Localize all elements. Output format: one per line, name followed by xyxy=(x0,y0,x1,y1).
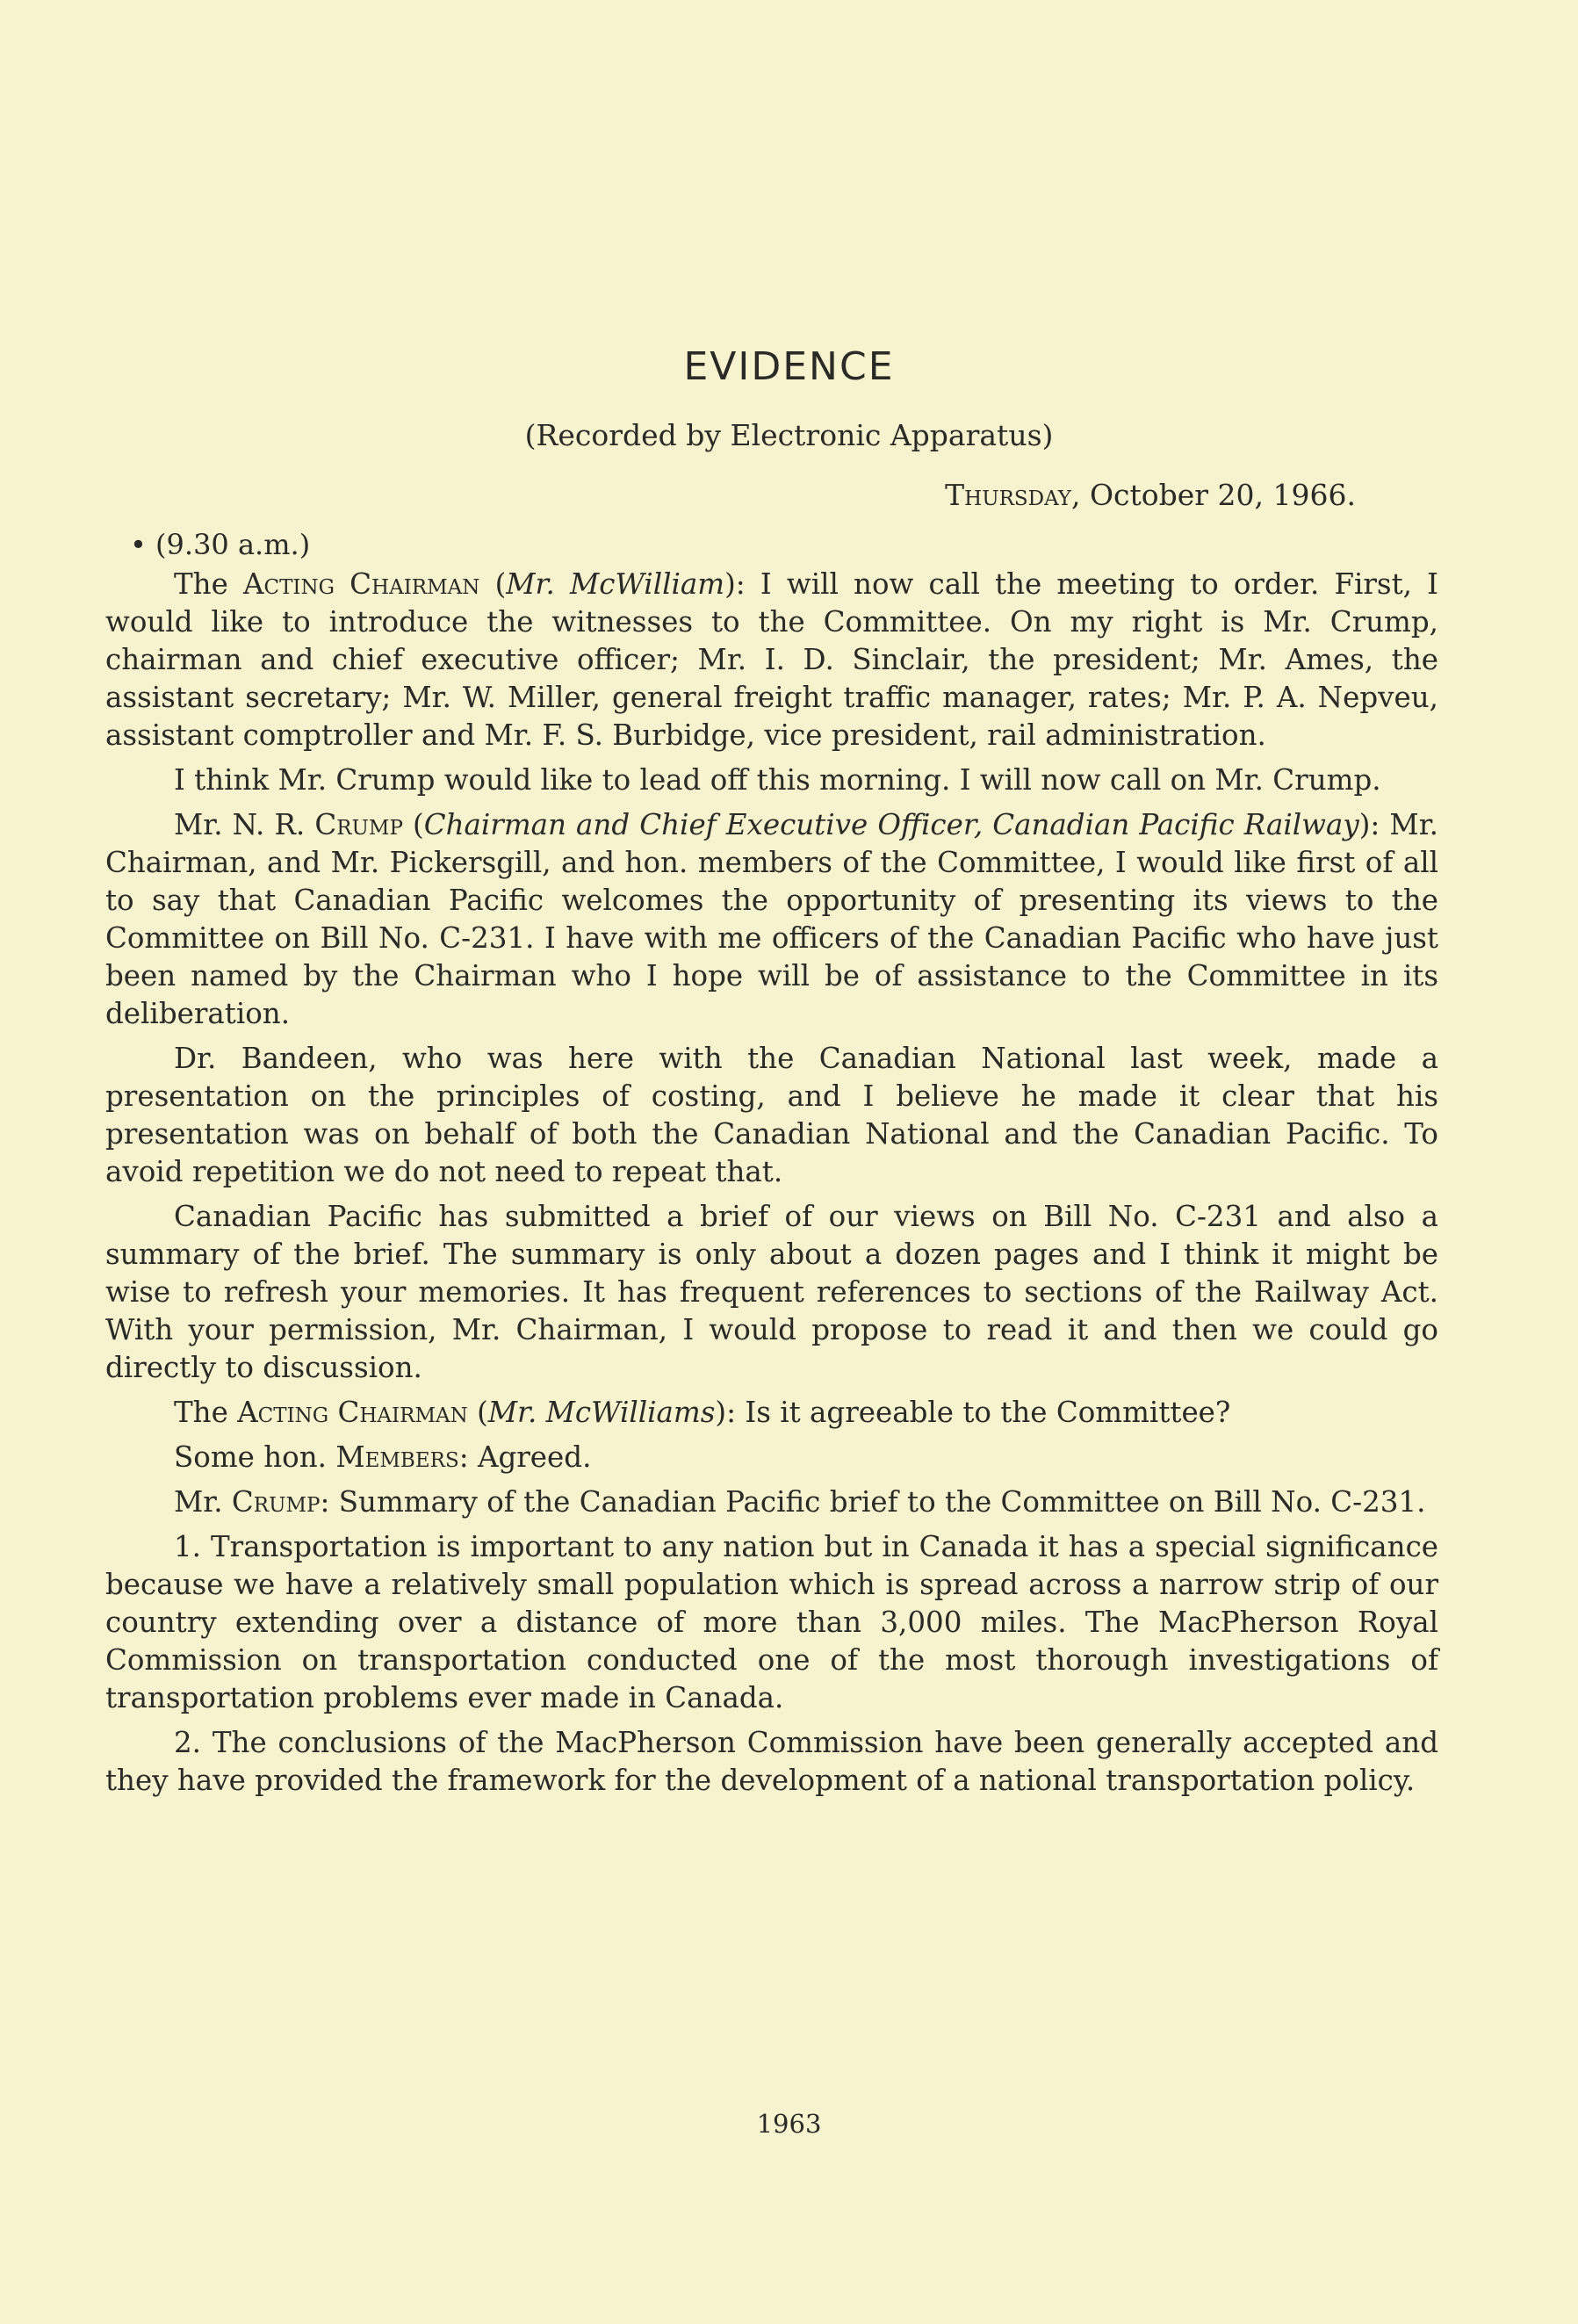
transcript-body xyxy=(105,566,1438,1807)
speaker-name: Acting Chairman xyxy=(237,1396,468,1429)
paragraph xyxy=(105,1040,1438,1191)
paragraph-text: Summary of the Canadian Pacific brief to the Committee on Bill No. C-231. xyxy=(338,1485,1426,1519)
paragraph-text: Dr. Bandeen, who was here with the Canadian National last week, made a presentation on the principles of costing, and I believe he made it clear that his presentation was on behalf of both the Canadian National and the Canadian Pacific. To avoid repetition we do not need to repeat that. xyxy=(105,1042,1438,1188)
dateline xyxy=(945,474,1356,516)
session-time: • (9.30 a.m.) xyxy=(130,528,311,561)
paragraph-text: I think Mr. Crump would like to lead off this morning. I will now call on Mr. Crump. xyxy=(174,763,1381,797)
paragraph-text: Agreed. xyxy=(477,1440,592,1474)
paragraph xyxy=(105,761,1438,799)
paragraph-text: 2. The conclusions of the MacPherson Commission have been generally accepted and they have provided the framework for the development of a national transportation policy. xyxy=(105,1726,1438,1797)
speaker-name: Crump xyxy=(314,808,403,841)
paragraph xyxy=(105,1724,1438,1800)
dateline-date: , October 20, 1966. xyxy=(1070,478,1356,512)
paragraph-text: I will now call the meeting to order. First, I would like to introduce the witnesses to the Committee. On my right is Mr. Crump, chairman and chief executive officer; Mr. I. D. Sinclair, the president; Mr. Ames, the assistant secretary; Mr. W. Miller, general freight traffic manager, rates; Mr. P. A. Nepveu, assistant comptroller and Mr. F. S. Burbidge, vice president, rail administration. xyxy=(105,567,1439,752)
speaker-name: Crump xyxy=(231,1485,321,1519)
paragraph-text: Canadian Pacific has submitted a brief of our views on Bill No. C-231 and also a summary of the brief. The summary is only about a dozen pages and I think it might be wise to refresh your memories. It has frequent references to sections of the Railway Act. With your permission, Mr. Chairman, I would propose to read it and then we could go directly to discussion. xyxy=(105,1200,1438,1384)
speaker-name: Members xyxy=(335,1440,459,1474)
page-number: 1963 xyxy=(756,2109,822,2139)
paragraph: Some hon. Members: Agreed. xyxy=(174,1440,592,1474)
speaker-note: Mr. McWilliams xyxy=(487,1396,716,1429)
paragraph xyxy=(105,1528,1438,1717)
paragraph: Mr. Crump: Summary of the Canadian Pacific brief to the Committee on Bill No. C-231. xyxy=(174,1485,1426,1519)
speaker-note: Mr. McWilliam xyxy=(506,567,725,601)
paragraph: The Acting Chairman (Mr. McWilliams): Is it agreeable to the Committee? xyxy=(174,1396,1231,1429)
paragraph: Mr. N. R. Crump (Chairman and Chief Executive Officer, Canadian Pacific Railway): Mr. Chairman, and Mr. Pickersgill, and hon. members of the Committee, I would like first of all to say that Canadian Pacific welcomes the opportunity of presenting its views to the Committee on Bill No. C-231. I have with me officers of the Canadian Pacific who have just been named by the Chairman who I hope will be of assistance to the Committee in its deliberation. xyxy=(105,808,1438,1030)
page-title: EVIDENCE xyxy=(683,344,895,389)
speaker-note: Chairman and Chief Executive Officer, Canadian Pacific Railway xyxy=(423,808,1359,841)
paragraph-text: Is it agreeable to the Committee? xyxy=(745,1396,1231,1429)
paragraph xyxy=(105,1198,1438,1387)
paragraph-text: 1. Transportation is important to any nation but in Canada it has a special significance because we have a relatively small population which is spread across a narrow strip of our country extending over a distance of more than 3,000 miles. The MacPherson Royal Commission on transportation conducted one of the most thorough investigations of transportation problems ever made in Canada. xyxy=(105,1530,1438,1714)
speaker-name: Acting Chairman xyxy=(243,567,480,601)
page-subtitle: (Recorded by Electronic Apparatus) xyxy=(524,418,1054,452)
paragraph: The Acting Chairman (Mr. McWilliam): I will now call the meeting to order. First, I would like to introduce the witnesses to the Committee. On my right is Mr. Crump, chairman and chief executive officer; Mr. I. D. Sinclair, the president; Mr. Ames, the assistant secretary; Mr. W. Miller, general freight traffic manager, rates; Mr. P. A. Nepveu, assistant comptroller and Mr. F. S. Burbidge, vice president, rail administration. xyxy=(105,567,1439,752)
paragraph-text: Mr. Chairman, and Mr. Pickersgill, and hon. members of the Committee, I would like first of all to say that Canadian Pacific welcomes the opportunity of presenting its views to the Committee on Bill No. C-231. I have with me officers of the Canadian Pacific who have just been named by the Chairman who I hope will be of assistance to the Committee in its deliberation. xyxy=(105,808,1438,1030)
dateline-day: Thursday xyxy=(945,478,1071,512)
